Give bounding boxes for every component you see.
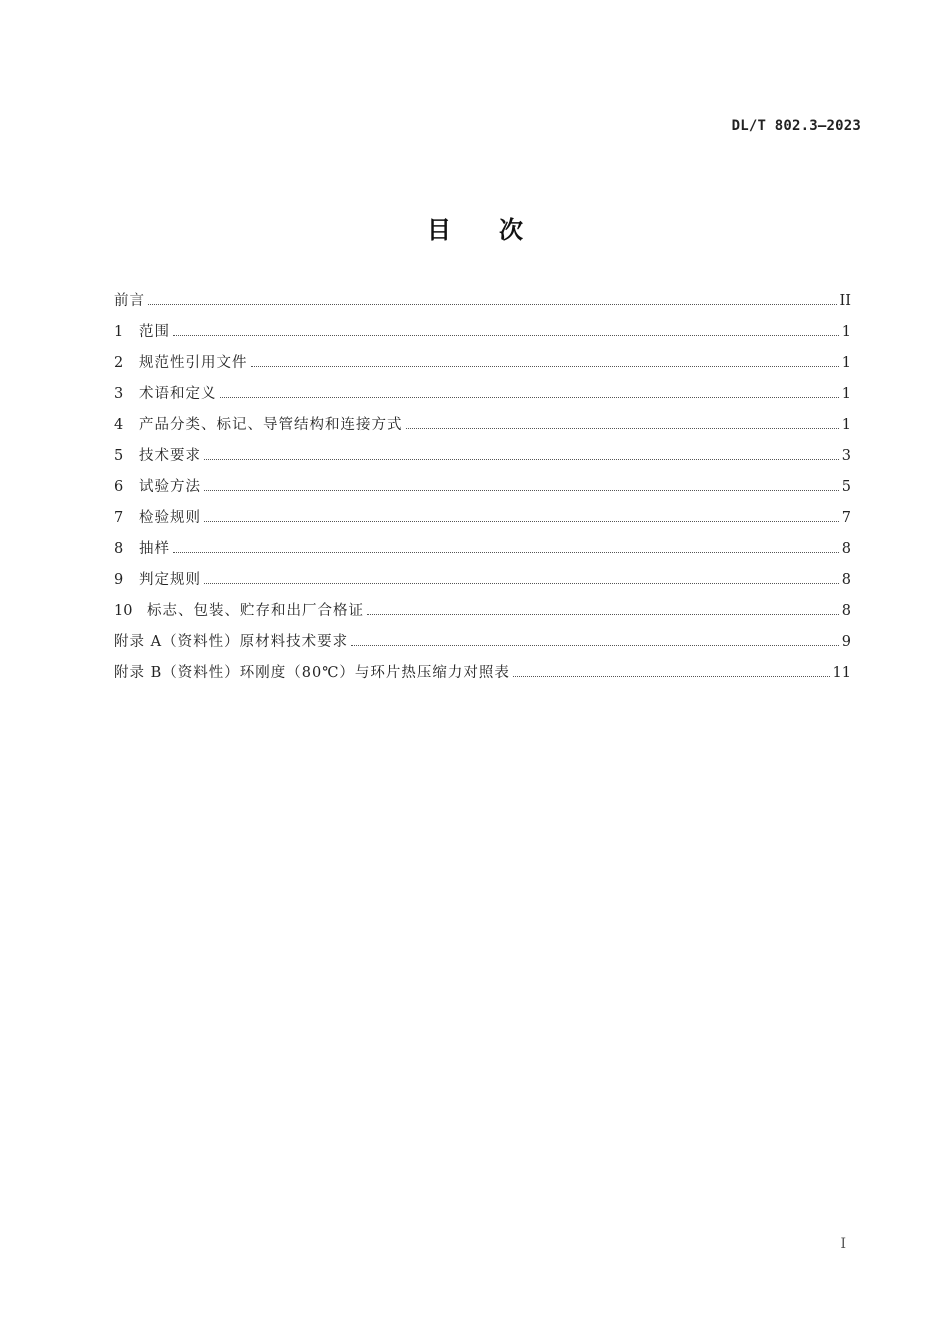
toc-entry-page: 1 [841,324,851,340]
toc-entry-number: 3 [114,386,124,402]
toc-entry-9[interactable] [114,568,851,599]
table-of-contents [114,289,851,692]
toc-entry-foreword[interactable] [114,289,851,320]
toc-entry-10[interactable] [114,599,851,630]
toc-entry-page: 8 [841,541,851,557]
toc-entry-number: 9 [114,572,124,588]
toc-entry-page: 1 [841,386,851,402]
toc-entry-2[interactable] [114,351,851,382]
toc-entry-page: 5 [841,479,851,495]
toc-leader-dots [204,459,839,460]
page-title: 目次 [427,216,571,244]
toc-entry-5[interactable] [114,444,851,475]
toc-entry-page: 8 [841,572,851,588]
toc-leader-dots [351,645,839,646]
toc-leader-dots [220,397,839,398]
toc-leader-dots [148,304,837,305]
toc-entry-appendix-b[interactable] [114,661,851,692]
toc-entry-label: 范围 [139,324,170,340]
toc-entry-3[interactable] [114,382,851,413]
toc-leader-dots [204,521,839,522]
toc-entry-6[interactable] [114,475,851,506]
toc-leader-dots [251,366,839,367]
toc-entry-page: 3 [841,448,851,464]
toc-entry-number: 5 [114,448,124,464]
toc-entry-label: 规范性引用文件 [139,355,248,371]
toc-entry-1[interactable] [114,320,851,351]
toc-entry-page: II [839,293,851,309]
toc-entry-7[interactable] [114,506,851,537]
toc-entry-number: 6 [114,479,124,495]
toc-entry-label: 技术要求 [139,448,201,464]
toc-entry-number: 2 [114,355,124,371]
toc-entry-page: 7 [841,510,851,526]
toc-entry-label: 前言 [114,293,145,309]
toc-entry-number: 1 [114,324,124,340]
document-code: DL/T 802.3—2023 [731,118,861,134]
toc-entry-label: 附录 B（资料性）环刚度（80℃）与环片热压缩力对照表 [114,665,510,681]
toc-entry-page: 1 [841,355,851,371]
toc-leader-dots [406,428,839,429]
toc-entry-label: 抽样 [139,541,170,557]
toc-entry-8[interactable] [114,537,851,568]
toc-entry-label: 试验方法 [139,479,201,495]
toc-entry-4[interactable] [114,413,851,444]
toc-entry-label: 检验规则 [139,510,201,526]
toc-leader-dots [367,614,839,615]
toc-leader-dots [204,583,839,584]
toc-entry-page: 9 [841,634,851,650]
toc-entry-number: 7 [114,510,124,526]
toc-entry-label: 产品分类、标记、导管结构和连接方式 [139,417,403,433]
toc-leader-dots [513,676,830,677]
toc-entry-appendix-a[interactable] [114,630,851,661]
toc-leader-dots [204,490,839,491]
toc-entry-number: 4 [114,417,124,433]
toc-leader-dots [173,552,839,553]
toc-entry-label: 术语和定义 [139,386,217,402]
toc-entry-label: 标志、包装、贮存和出厂合格证 [147,603,364,619]
toc-entry-page: 1 [841,417,851,433]
toc-entry-page: 8 [841,603,851,619]
toc-entry-label: 附录 A（资料性）原材料技术要求 [114,634,349,650]
toc-entry-label: 判定规则 [139,572,201,588]
page-number: I [840,1236,846,1252]
toc-entry-number: 8 [114,541,124,557]
toc-entry-number: 10 [114,603,133,619]
toc-entry-page: 11 [832,665,851,681]
toc-leader-dots [173,335,839,336]
